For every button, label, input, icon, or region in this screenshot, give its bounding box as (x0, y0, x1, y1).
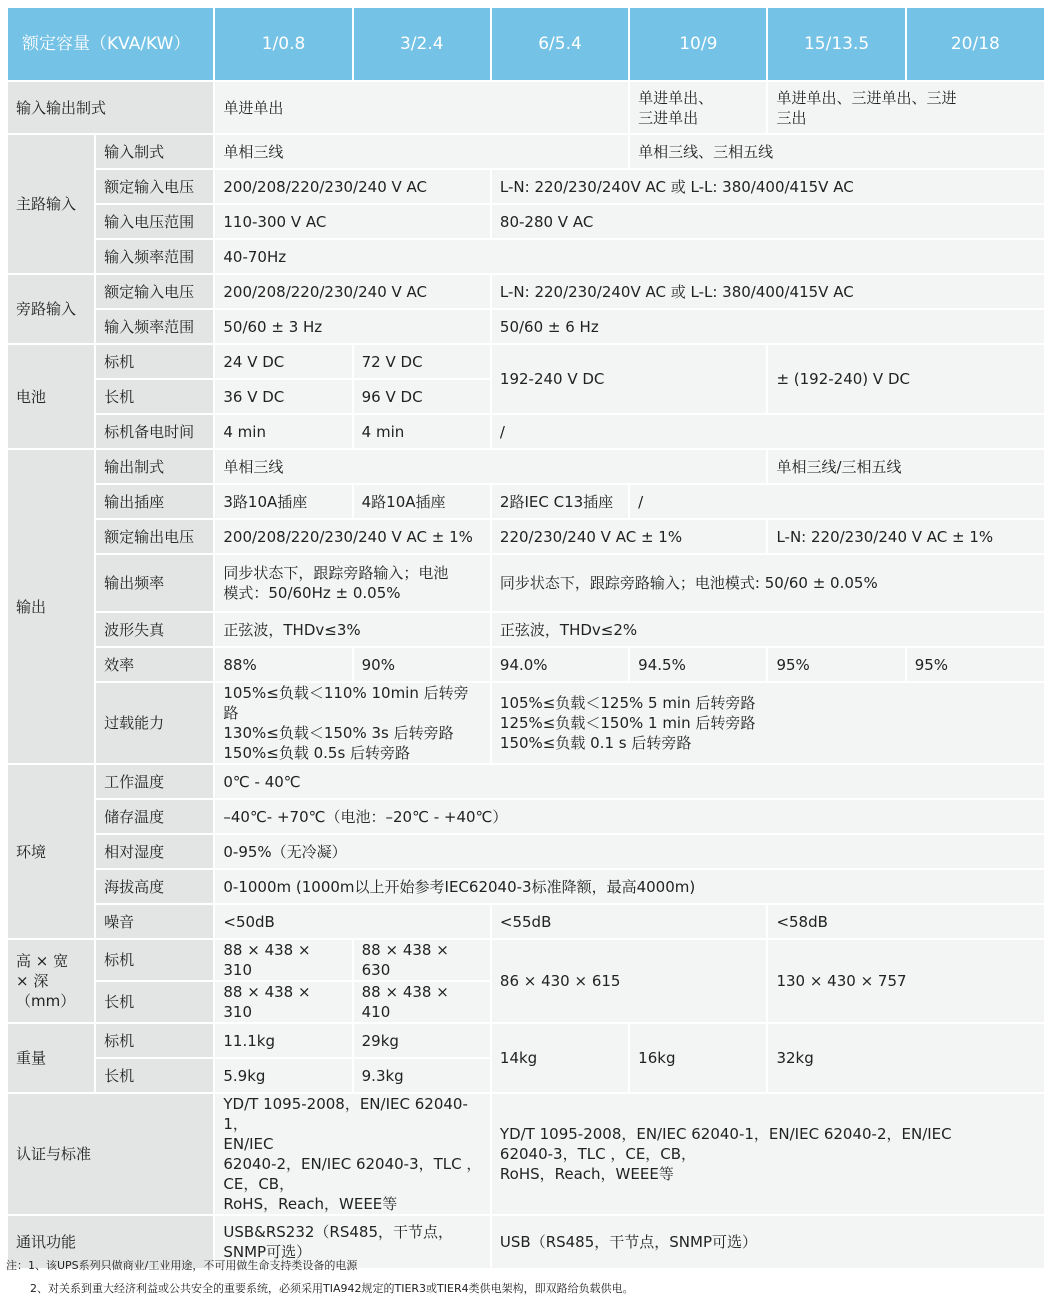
output-socket-rest: / (630, 485, 1044, 518)
input-range-a: 110-300 V AC (215, 205, 490, 238)
output-label: 输出 (8, 450, 94, 763)
header-model-15: 15/13.5 (768, 8, 904, 80)
bypass-freq-b: 50/60 ± 6 Hz (492, 310, 1044, 343)
header-model-20: 20/18 (907, 8, 1044, 80)
env-work-temp-label: 工作温度 (96, 765, 213, 798)
env-noise-c: <58dB (768, 905, 1044, 938)
battery-std-1: 24 V DC (215, 345, 351, 378)
weight-10: 16kg (630, 1024, 766, 1092)
header-model-1: 1/0.8 (215, 8, 351, 80)
env-altitude-row (8, 870, 1044, 903)
output-socket-6: 2路IEC C13插座 (492, 485, 628, 518)
weight-6: 14kg (492, 1024, 628, 1092)
input-mode-a: 单相三线 (215, 135, 628, 168)
comm-label: 通讯功能 (8, 1216, 213, 1268)
io-mode-single: 单进单出 (215, 82, 628, 133)
battery-backup-row (8, 415, 1044, 448)
output-mode-a: 单相三线 (215, 450, 766, 483)
output-eff-1: 88% (215, 648, 351, 681)
input-range-label: 输入电压范围 (96, 205, 213, 238)
main-input-mode-row (8, 135, 1044, 168)
battery-std-3: 72 V DC (354, 345, 490, 378)
output-overload-label: 过载能力 (96, 683, 213, 763)
output-voltage-label: 额定输出电压 (96, 520, 213, 553)
io-mode-15: 单进单出、三进单出、三进 三出 (768, 82, 1044, 133)
dim-std-row (8, 940, 1044, 980)
output-socket-label: 输出插座 (96, 485, 213, 518)
env-noise-label: 噪音 (96, 905, 213, 938)
comm-b: USB（RS485，干节点，SNMP可选） (492, 1216, 1044, 1268)
header-capacity-label: 额定容量（KVA/KW） (8, 8, 213, 80)
output-voltage-a: 200/208/220/230/240 V AC ± 1% (215, 520, 490, 553)
bypass-voltage-b: L-N: 220/230/240V AC 或 L-L: 380/400/415V AC (492, 275, 1044, 308)
dim-std-1: 88 × 438 × 310 (215, 940, 351, 980)
dim-long-3: 88 × 438 × 410 (354, 982, 490, 1022)
output-voltage-row (8, 520, 1044, 553)
output-socket-1: 3路10A插座 (215, 485, 351, 518)
output-thd-label: 波形失真 (96, 613, 213, 646)
output-mode-label: 输出制式 (96, 450, 213, 483)
env-work-temp-row (8, 765, 1044, 798)
output-freq-row (8, 555, 1044, 611)
output-voltage-b: 220/230/240 V AC ± 1% (492, 520, 767, 553)
battery-backup-rest: / (492, 415, 1044, 448)
dim-std-label: 标机 (96, 940, 213, 980)
header-model-3: 3/2.4 (354, 8, 490, 80)
output-eff-15: 95% (768, 648, 904, 681)
input-mode-label: 输入制式 (96, 135, 213, 168)
input-mode-b: 单相三线、三相五线 (630, 135, 1044, 168)
env-store-temp-label: 储存温度 (96, 800, 213, 833)
main-input-freq-row (8, 240, 1044, 273)
bypass-voltage-a: 200/208/220/230/240 V AC (215, 275, 490, 308)
output-voltage-c: L-N: 220/230/240 V AC ± 1% (768, 520, 1044, 553)
dim-mid: 86 × 430 × 615 (492, 940, 767, 1022)
battery-long-1: 36 V DC (215, 380, 351, 413)
main-input-voltage-row (8, 170, 1044, 203)
weight-15: 32kg (768, 1024, 1044, 1092)
weight-std-1: 11.1kg (215, 1024, 351, 1057)
weight-std-3: 29kg (354, 1024, 490, 1057)
io-mode-label: 输入输出制式 (8, 82, 213, 133)
output-thd-row (8, 613, 1044, 646)
note-1: 注：1、该UPS系列只做商业/工业用途，不可用做生命支持类设备的电源 (6, 1259, 358, 1272)
note-2: 2、对关系到重大经济利益或公共安全的重要系统，必须采用TIA942规定的TIER3或TIER4类供电架构，即双路给负载供电。 (30, 1282, 634, 1295)
output-socket-row (8, 485, 1044, 518)
input-voltage-b: L-N: 220/230/240V AC 或 L-L: 380/400/415V AC (492, 170, 1044, 203)
env-work-temp: 0℃ - 40℃ (215, 765, 1044, 798)
weight-long-3: 9.3kg (354, 1059, 490, 1092)
comm-a: USB&RS232（RS485，干节点， SNMP可选） (215, 1216, 490, 1268)
output-eff-label: 效率 (96, 648, 213, 681)
cert-a: YD/T 1095-2008，EN/IEC 62040-1， EN/IEC 62040-2，EN/IEC 62040-3，TLC ， CE，CB， RoHS，Reach，WEEE等 (215, 1094, 490, 1214)
bypass-freq-label: 输入频率范围 (96, 310, 213, 343)
output-freq-a: 同步状态下，跟踪旁路输入；电池 模式：50/60Hz ± 0.05% (215, 555, 490, 611)
input-voltage-a: 200/208/220/230/240 V AC (215, 170, 490, 203)
input-range-b: 80-280 V AC (492, 205, 1044, 238)
output-eff-3: 90% (354, 648, 490, 681)
io-mode-10: 单进单出、 三进单出 (630, 82, 766, 133)
env-humidity-row (8, 835, 1044, 868)
battery-long-label: 长机 (96, 380, 213, 413)
dim-std-3: 88 × 438 × 630 (354, 940, 490, 980)
weight-label: 重量 (8, 1024, 94, 1092)
output-thd-b: 正弦波，THDv≤2% (492, 613, 1044, 646)
header-row (8, 8, 1044, 80)
weight-long-label: 长机 (96, 1059, 213, 1092)
output-mode-b: 单相三线/三相五线 (768, 450, 1044, 483)
env-humidity-label: 相对湿度 (96, 835, 213, 868)
output-overload-a: 105%≤负载＜110% 10min 后转旁路 130%≤负载＜150% 3s 后转旁路 150%≤负载 0.5s 后转旁路 (215, 683, 490, 763)
dimensions-label: 高 × 宽 × 深 （mm） (8, 940, 94, 1022)
output-socket-3: 4路10A插座 (354, 485, 490, 518)
env-altitude: 0-1000m (1000m以上开始参考IEC62040-3标准降额，最高4000m) (215, 870, 1044, 903)
env-store-temp: –40℃- +70℃（电池：–20℃ - +40℃） (215, 800, 1044, 833)
cert-label: 认证与标准 (8, 1094, 213, 1214)
bypass-freq-row (8, 310, 1044, 343)
output-eff-20: 95% (907, 648, 1044, 681)
battery-backup-1: 4 min (215, 415, 351, 448)
env-noise-row (8, 905, 1044, 938)
output-freq-label: 输出频率 (96, 555, 213, 611)
weight-std-row (8, 1024, 1044, 1057)
bypass-label: 旁路输入 (8, 275, 94, 343)
weight-long-1: 5.9kg (215, 1059, 351, 1092)
io-mode-row (8, 82, 1044, 133)
output-overload-b: 105%≤负载＜125% 5 min 后转旁路 125%≤负载＜150% 1 min 后转旁路 150%≤负载 0.1 s 后转旁路 (492, 683, 1044, 763)
output-eff-6: 94.0% (492, 648, 628, 681)
env-noise-b: <55dB (492, 905, 767, 938)
header-model-6: 6/5.4 (492, 8, 628, 80)
dim-long-label: 长机 (96, 982, 213, 1022)
env-altitude-label: 海拔高度 (96, 870, 213, 903)
env-humidity: 0-95%（无冷凝） (215, 835, 1044, 868)
output-mode-row (8, 450, 1044, 483)
bypass-voltage-row (8, 275, 1044, 308)
battery-long-3: 96 V DC (354, 380, 490, 413)
cert-row (8, 1094, 1044, 1214)
battery-mid: 192-240 V DC (492, 345, 767, 413)
environment-label: 环境 (8, 765, 94, 938)
battery-backup-label: 标机备电时间 (96, 415, 213, 448)
dim-long-1: 88 × 438 × 310 (215, 982, 351, 1022)
env-store-temp-row (8, 800, 1044, 833)
main-input-range-row (8, 205, 1044, 238)
output-thd-a: 正弦波，THDv≤3% (215, 613, 490, 646)
input-freq-label: 输入频率范围 (96, 240, 213, 273)
battery-high: ± (192-240) V DC (768, 345, 1044, 413)
cert-b: YD/T 1095-2008，EN/IEC 62040-1，EN/IEC 62040-2，EN/IEC 62040-3，TLC ，CE，CB， RoHS，Reach，WEEE等 (492, 1094, 1044, 1214)
dim-high: 130 × 430 × 757 (768, 940, 1044, 1022)
weight-std-label: 标机 (96, 1024, 213, 1057)
bypass-voltage-label: 额定输入电压 (96, 275, 213, 308)
bypass-freq-a: 50/60 ± 3 Hz (215, 310, 490, 343)
main-input-label: 主路输入 (8, 135, 94, 273)
battery-std-row (8, 345, 1044, 378)
battery-backup-3: 4 min (354, 415, 490, 448)
output-freq-b: 同步状态下，跟踪旁路输入；电池模式: 50/60 ± 0.05% (492, 555, 1044, 611)
env-noise-a: <50dB (215, 905, 490, 938)
output-overload-row (8, 683, 1044, 763)
battery-label: 电池 (8, 345, 94, 448)
output-efficiency-row (8, 648, 1044, 681)
output-eff-10: 94.5% (630, 648, 766, 681)
header-model-10: 10/9 (630, 8, 766, 80)
battery-std-label: 标机 (96, 345, 213, 378)
input-voltage-label: 额定输入电压 (96, 170, 213, 203)
spec-table (6, 6, 1046, 1270)
input-freq: 40-70Hz (215, 240, 1044, 273)
